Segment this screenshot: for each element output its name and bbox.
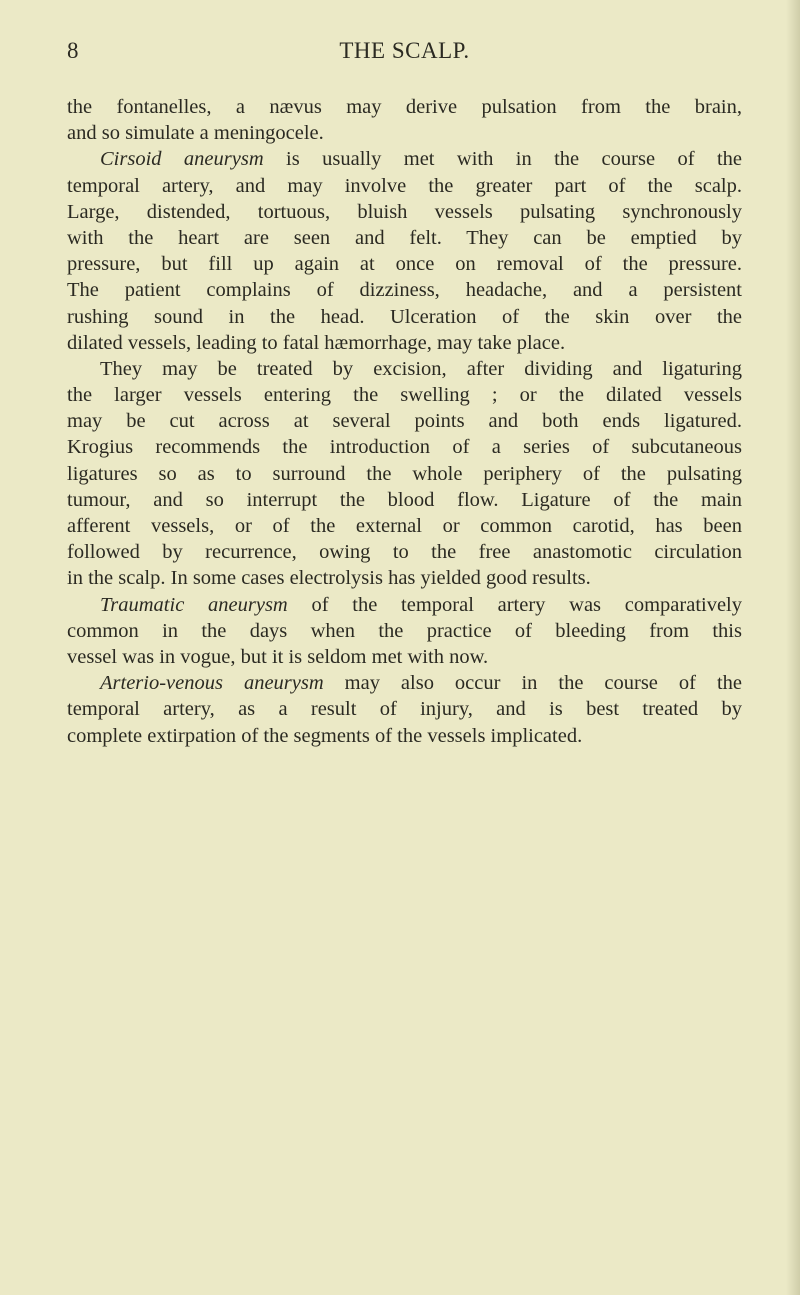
paragraph [67, 592, 742, 671]
text-line [67, 356, 742, 382]
text-line [67, 173, 742, 199]
line-text: They may be treated by excision, after dividing and ligaturing [100, 357, 742, 380]
text-line [67, 565, 742, 591]
line-text: complete extirpation of the segments of the vessels implicated. [67, 724, 583, 747]
line-text: pressure, but fill up again at once on removal of the pressure. [67, 253, 742, 276]
line-text: vessel was in vogue, but it is seldom met with now. [67, 645, 489, 668]
line-text: the larger vessels entering the swelling ; or the dilated vessels [67, 384, 742, 407]
text-line [67, 277, 742, 303]
text-line [67, 670, 742, 696]
text-line [67, 146, 742, 172]
line-text: may also occur in the course of the [323, 672, 742, 695]
text-line [67, 304, 742, 330]
running-title: THE SCALP. [339, 38, 470, 63]
line-text: and so simulate a meningocele. [67, 122, 324, 145]
line-text: rushing sound in the head. Ulceration of the skin over the [67, 305, 742, 328]
line-text: of the temporal artery was comparatively [287, 593, 743, 616]
line-text: Large, distended, tortuous, bluish vessels pulsating synchronously [67, 200, 742, 223]
text-line [67, 723, 742, 749]
text-line [67, 644, 742, 670]
text-line [67, 487, 742, 513]
page-header [67, 38, 742, 72]
text-line [67, 408, 742, 434]
line-text: the fontanelles, a nævus may derive pulsation from the brain, [67, 96, 742, 118]
text-line [67, 120, 742, 146]
line-text: followed by recurrence, owing to the free anastomotic circulation [67, 541, 742, 564]
line-text: temporal artery, as a result of injury, and is best treated by [67, 698, 742, 721]
line-text: tumour, and so interrupt the blood flow. Ligature of the main [67, 488, 742, 511]
line-text: Krogius recommends the introduction of a series of subcutaneous [67, 436, 742, 459]
line-text: ligatures so as to surround the whole periphery of the pulsating [67, 462, 742, 485]
text-line [67, 251, 742, 277]
line-text: temporal artery, and may involve the greater part of the scalp. [67, 174, 742, 197]
paragraph [67, 146, 742, 356]
paragraph [67, 94, 742, 146]
text-line [67, 225, 742, 251]
line-text: with the heart are seen and felt. They can be emptied by [67, 226, 742, 249]
text-line [67, 618, 742, 644]
line-text: afferent vessels, or of the external or common carotid, has been [67, 515, 742, 537]
line-text: is usually met with in the course of the [263, 148, 742, 171]
text-line [67, 592, 742, 618]
text-line [67, 461, 742, 487]
text-line [67, 94, 742, 120]
line-text: common in the days when the practice of bleeding from this [67, 619, 742, 642]
paragraph [67, 356, 742, 592]
text-line [67, 696, 742, 722]
page-edge-shadow [786, 0, 800, 1295]
italic-term: Arterio-venous aneurysm [100, 672, 324, 695]
text-line [67, 434, 742, 460]
italic-term: Traumatic aneurysm [100, 593, 288, 616]
text-line [67, 330, 742, 356]
text-line [67, 382, 742, 408]
text-line [67, 539, 742, 565]
line-text: in the scalp. In some cases electrolysis has yielded good results. [67, 567, 591, 590]
line-text: The patient complains of dizziness, headache, and a persistent [67, 279, 742, 302]
body-text [67, 94, 742, 749]
text-line [67, 199, 742, 225]
text-line [67, 513, 742, 539]
line-text: dilated vessels, leading to fatal hæmorrhage, may take place. [67, 331, 566, 354]
page-number: 8 [67, 38, 79, 63]
paragraph [67, 670, 742, 749]
italic-term: Cirsoid aneurysm [100, 148, 264, 171]
line-text: may be cut across at several points and both ends ligatured. [67, 410, 742, 433]
